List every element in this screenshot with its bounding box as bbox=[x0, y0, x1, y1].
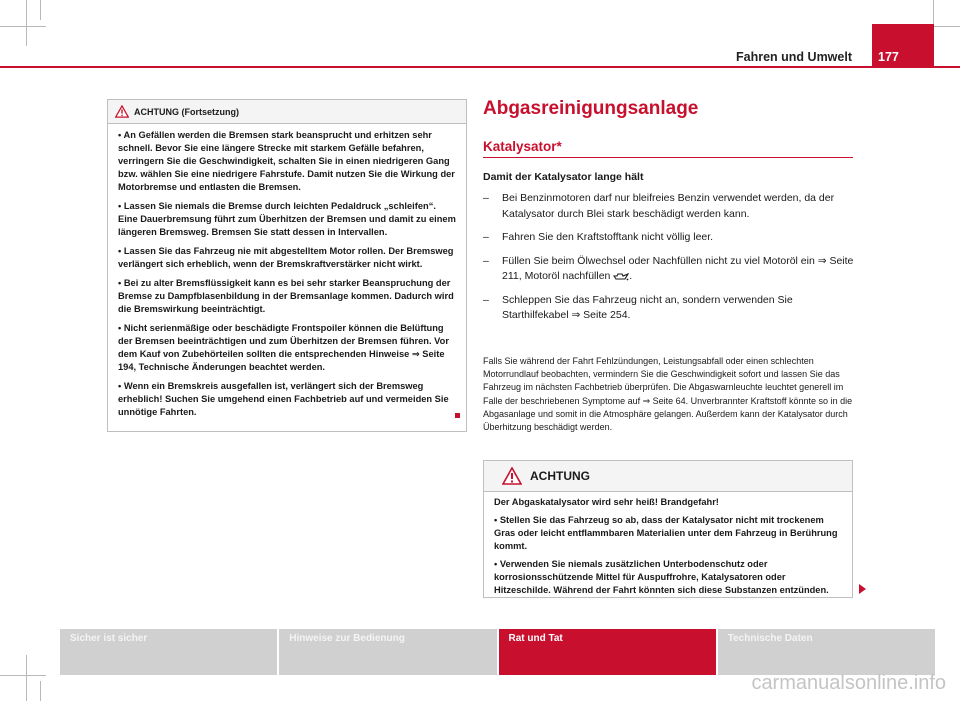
achtung-box-title: ACHTUNG bbox=[530, 469, 590, 483]
section-title: Abgasreinigungsanlage bbox=[483, 98, 699, 119]
warning-box-header bbox=[108, 100, 466, 124]
warning-box-body bbox=[108, 124, 466, 419]
continue-arrow-icon bbox=[859, 584, 866, 594]
oil-can-icon bbox=[613, 272, 629, 281]
section-end-marker bbox=[455, 413, 460, 418]
body-paragraph: Falls Sie während der Fahrt Fehlzündungen, Leistungsabfall oder einen schlechten Motorrundlauf beobachten, vermindern Sie die Geschwindigkeit sofort und lassen Sie das Fahrzeug im nächsten Fachbetrieb überprüfen. Die Abgaswarnleuchte leuchtet generell im Falle der beschriebenen Symptome auf ⇒ Seite 64. Unverbrannter Kraftstoff könnte so in die Abgasanlage und somit in die Atmosphäre gelangen. Außerdem kann der Katalysator durch Überhitzung beschädigt werden. bbox=[483, 356, 853, 433]
list-dash: – bbox=[483, 192, 489, 204]
page-header-title: Fahren und Umwelt bbox=[736, 50, 852, 64]
warning-box-title: ACHTUNG (Fortsetzung) bbox=[134, 106, 239, 117]
header-rule bbox=[0, 66, 960, 68]
list-item bbox=[483, 293, 855, 324]
step-text: Fahren Sie den Kraftstofftank nicht völlig leer. bbox=[502, 231, 714, 243]
period: . bbox=[629, 270, 633, 282]
list-item bbox=[483, 191, 855, 222]
warning-item: • Lassen Sie niemals die Bremse durch leichten Pedaldruck „schleifen“. Eine Dauerbremsung führt zum Überhitzen der Bremsen und damit zu einem längeren Bremsweg. Bremsen Sie statt dessen in Intervallen. bbox=[118, 201, 456, 237]
subsection-rule bbox=[483, 157, 853, 158]
tab-sicher-ist-sicher[interactable]: Sicher ist sicher bbox=[60, 629, 277, 675]
achtung-item: • Stellen Sie das Fahrzeug so ab, dass der Katalysator nicht mit trockenem Gras oder leicht entflammbaren Materialien unter dem Fahrzeug in Berührung kommt. bbox=[494, 515, 838, 551]
crop-mark bbox=[26, 0, 27, 46]
step-text: Füllen Sie beim Ölwechsel oder Nachfüllen nicht zu viel Motoröl ein ⇒ Seite 211, Motoröl nachfüllen bbox=[502, 254, 854, 282]
step-text: Schleppen Sie das Fahrzeug nicht an, sondern verwenden Sie Starthilfekabel ⇒ Seite 254. bbox=[502, 293, 793, 321]
achtung-box-header bbox=[484, 461, 852, 492]
achtung-intro: Der Abgaskatalysator wird sehr heiß! Brandgefahr! bbox=[494, 497, 719, 507]
steps-heading: Damit der Katalysator lange hält bbox=[483, 171, 644, 183]
list-dash: – bbox=[483, 231, 489, 243]
warning-item: • Wenn ein Bremskreis ausgefallen ist, verlängert sich der Bremsweg erheblich! Suchen Sie umgehend einen Fachbetrieb auf und vermeiden Sie unnötige Fahrten. bbox=[118, 381, 449, 417]
crop-mark bbox=[0, 675, 46, 676]
crop-mark bbox=[40, 0, 41, 20]
warning-triangle-icon bbox=[502, 467, 522, 485]
tab-technische-daten[interactable]: Technische Daten bbox=[718, 629, 935, 675]
crop-mark bbox=[0, 26, 46, 27]
tab-rat-und-tat[interactable]: Rat und Tat bbox=[499, 629, 716, 675]
achtung-item: • Verwenden Sie niemals zusätzlichen Unterbodenschutz oder korrosionsschützende Mittel für Auspuffrohre, Katalysatoren oder Hitzeschilde. Während der Fahrt könnten sich diese Substanzen entzünden. bbox=[494, 559, 829, 595]
tab-hinweise-zur-bedienung[interactable]: Hinweise zur Bedienung bbox=[279, 629, 496, 675]
list-item bbox=[483, 230, 855, 246]
page-number: 177 bbox=[878, 50, 899, 64]
warning-continued-box bbox=[107, 99, 467, 432]
watermark: carmanualsonline.info bbox=[751, 672, 946, 694]
warning-item: • Lassen Sie das Fahrzeug nie mit abgestelltem Motor rollen. Der Bremsweg verlängert sich erheblich, wenn der Bremskraftverstärker nicht wirkt. bbox=[118, 246, 454, 269]
footer-tab-bar bbox=[60, 629, 935, 675]
list-dash: – bbox=[483, 293, 489, 306]
achtung-box bbox=[483, 460, 853, 598]
warning-triangle-icon bbox=[115, 105, 129, 118]
warning-item: • Bei zu alter Bremsflüssigkeit kann es bei sehr starker Beanspruchung der Bremse zu Dampfblasenbildung in der Bremsanlage kommen. Dadurch wird die Bremswirkung beeinträchtigt. bbox=[118, 278, 454, 314]
subsection-title: Katalysator* bbox=[483, 139, 562, 154]
list-item bbox=[483, 254, 855, 285]
step-text: Bei Benzinmotoren darf nur bleifreies Benzin verwendet werden, da der Katalysator durch Blei stark beschädigt werden kann. bbox=[502, 192, 835, 220]
crop-mark bbox=[40, 681, 41, 701]
step-list bbox=[483, 191, 855, 332]
page-number-box bbox=[872, 24, 934, 68]
warning-item: • An Gefällen werden die Bremsen stark beansprucht und erhitzen sehr schnell. Bevor Sie eine längere Strecke mit starkem Gefälle befahren, verringern Sie die Geschwindigkeit, schalten Sie in einen niedrigeren Gang bzw. wählen Sie eine niedrigere Fahrstufe. Damit nutzen Sie die Wirkung der Motorbremse und entlasten die Bremsen. bbox=[118, 130, 455, 192]
crop-mark bbox=[26, 655, 27, 701]
warning-item: • Nicht serienmäßige oder beschädigte Frontspoiler können die Belüftung der Bremsen beeinträchtigen und zum Überhitzen der Bremsen führen. Vor dem Kauf von Zubehörteilen sollten die entsprechenden Hinweise ⇒ Seite 194, Technische Änderungen beachtet werden. bbox=[118, 323, 449, 372]
list-dash: – bbox=[483, 254, 489, 267]
achtung-box-body bbox=[484, 492, 852, 597]
